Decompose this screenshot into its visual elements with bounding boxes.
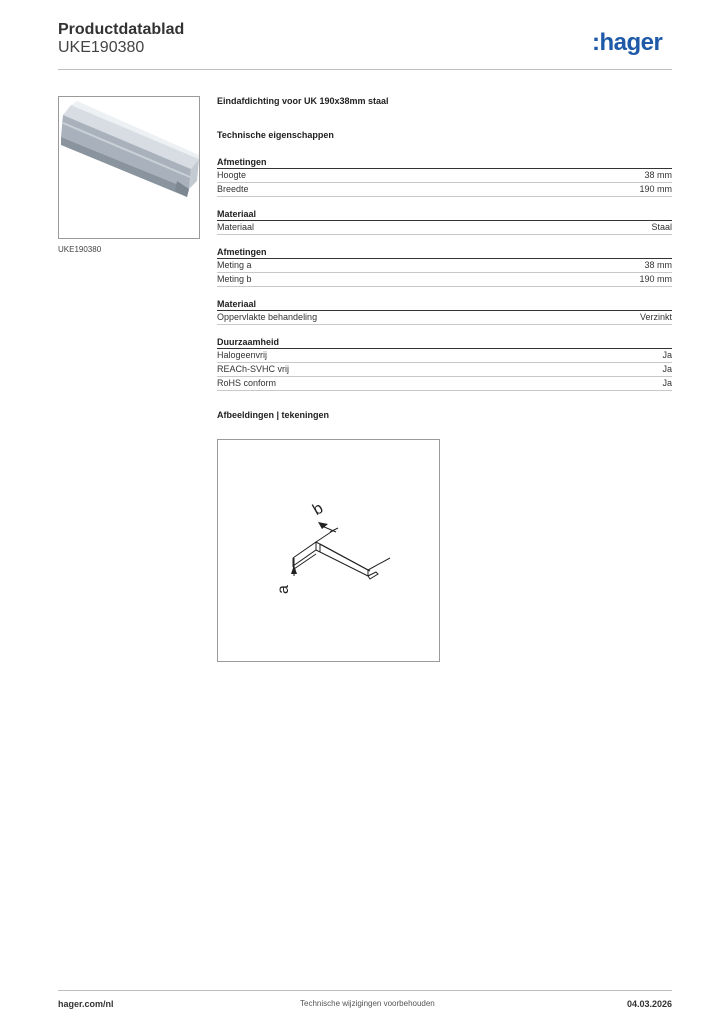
group-title: Afmetingen <box>217 155 672 169</box>
property-row <box>217 259 672 273</box>
property-label: Meting b <box>217 274 252 284</box>
property-value: 38 mm <box>644 260 672 270</box>
property-value: Ja <box>662 350 672 360</box>
hager-logo <box>592 28 674 58</box>
product-image <box>58 96 200 239</box>
dimension-a-label: a <box>275 585 292 594</box>
property-value: 190 mm <box>639 274 672 284</box>
technical-drawing <box>217 439 440 662</box>
property-group-surface <box>217 297 672 325</box>
technical-heading: Technische eigenschappen <box>217 130 334 140</box>
group-title: Materiaal <box>217 207 672 221</box>
drawings-heading: Afbeeldingen | tekeningen <box>217 410 330 420</box>
property-group-sustainability <box>217 335 672 391</box>
property-group-dimensions <box>217 155 672 197</box>
footer-note: Technische wijzigingen voorbehouden <box>300 999 435 1008</box>
property-label: Breedte <box>217 184 249 194</box>
group-title: Materiaal <box>217 297 672 311</box>
product-image-caption: UKE190380 <box>58 245 102 254</box>
property-value: Staal <box>651 222 672 232</box>
property-label: Oppervlakte behandeling <box>217 312 318 322</box>
header-divider <box>58 69 672 70</box>
property-row <box>217 221 672 235</box>
property-group-material <box>217 207 672 235</box>
property-label: Meting a <box>217 260 252 270</box>
product-photo-icon <box>59 97 200 239</box>
property-row <box>217 183 672 197</box>
property-label: RoHS conform <box>217 378 277 388</box>
footer-divider <box>58 990 672 991</box>
dimension-b-label: b <box>310 499 327 519</box>
property-value: Verzinkt <box>639 312 672 322</box>
property-value: 190 mm <box>639 184 672 194</box>
property-label: REACh-SVHC vrij <box>217 364 290 374</box>
page-title: Productdatablad <box>58 21 185 38</box>
property-row <box>217 169 672 183</box>
property-label: Halogeenvrij <box>217 350 268 360</box>
technical-properties <box>217 96 672 422</box>
property-value: Ja <box>662 378 672 388</box>
product-code: UKE190380 <box>58 39 145 56</box>
property-row <box>217 273 672 287</box>
product-name: Eindafdichting voor UK 190x38mm staal <box>217 96 389 106</box>
property-value: 38 mm <box>644 170 672 180</box>
property-label: Hoogte <box>217 170 247 180</box>
property-row <box>217 363 672 377</box>
group-title: Afmetingen <box>217 245 672 259</box>
property-group-measurements <box>217 245 672 287</box>
property-row <box>217 311 672 325</box>
property-value: Ja <box>662 364 672 374</box>
property-row <box>217 377 672 391</box>
property-row <box>217 349 672 363</box>
logo-text: :hager <box>592 29 663 56</box>
footer-site-link[interactable]: hager.com/nl <box>58 999 114 1009</box>
footer-date: 04.03.2026 <box>626 999 672 1009</box>
dimension-a-arrow <box>291 565 297 574</box>
dimension-drawing-icon <box>218 440 439 661</box>
property-label: Materiaal <box>217 222 255 232</box>
group-title: Duurzaamheid <box>217 335 672 349</box>
